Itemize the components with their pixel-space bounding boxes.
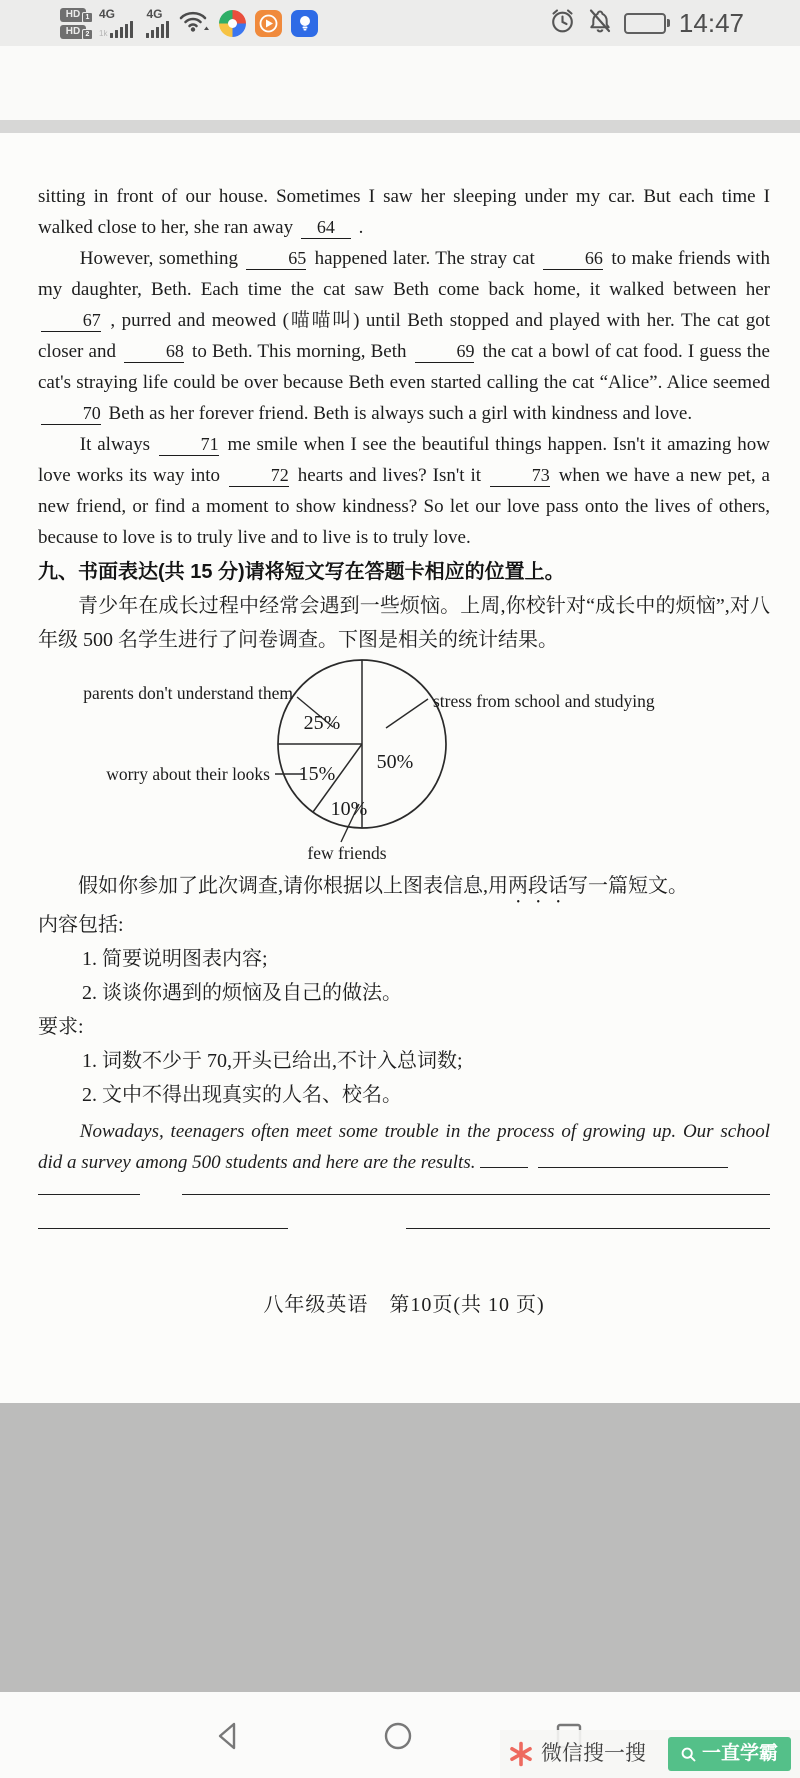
cloze-blank-64: 64: [301, 217, 351, 239]
network-type-sim2: 4G: [146, 7, 163, 21]
writing-line: [182, 1192, 770, 1195]
pie-label-parents: parents don't understand them: [83, 683, 293, 703]
page-footer: 八年级英语 第10页(共 10 页): [263, 1294, 545, 1316]
cloze-blank-71: 71: [159, 434, 219, 456]
hd-label: HD: [65, 25, 81, 37]
bell-muted-icon: [587, 7, 613, 39]
status-bar: [0, 0, 800, 46]
cloze-blank-67: 67: [41, 310, 101, 332]
essay-opening-text: Nowadays, teenagers often meet some trouble in the process of growing up. Our school did a survey among 500 students and here are the results.: [38, 1121, 770, 1173]
cloze-passage: [38, 181, 770, 553]
document-page[interactable]: [0, 133, 800, 1403]
content-item-1: 1. 简要说明图表内容;: [82, 948, 268, 970]
writing-line: [406, 1226, 770, 1229]
wifi-icon: [178, 8, 210, 39]
writing-line: [480, 1153, 528, 1168]
pie-value-15: 15%: [298, 763, 336, 785]
leader-stress: [386, 699, 428, 728]
alarm-clock-icon: [549, 7, 576, 39]
pie-value-10: 10%: [330, 798, 368, 820]
cloze-blank-66: 66: [543, 248, 603, 270]
pie-label-worry: worry about their looks: [106, 764, 270, 784]
section9-heading: 九、书面表达(共 15 分)请将短文写在答题卡相应的位置上。: [38, 561, 565, 583]
signal-sim2-icon: [146, 8, 169, 38]
cloze-blank-73: 73: [490, 465, 550, 487]
cloze-paragraph: It always 71 me smile when I see the beautiful things happen. Isn't it amazing how love works its way into 72 hearts and lives? Isn't it 73 when we have a new pet, a new friend, or find a moment to show kindness? So let our love pass onto the lives of others, because to love is to truly live and to live is to truly love.: [38, 434, 770, 548]
app-lightbulb-notification-icon: [291, 10, 318, 37]
pie-label-few-friends: few friends: [307, 843, 387, 863]
prompt-before: 假如你参加了此次调查,请你根据以上图表信息,用: [78, 875, 508, 897]
writing-lines-row: [38, 1226, 770, 1229]
content-item-2: 2. 谈谈你遇到的烦恼及自己的做法。: [82, 982, 402, 1004]
intro-paragraph: 青少年在成长过程中经常会遇到一些烦恼。上周,你校针对“成长中的烦恼”,对八年级 500 名学生进行了问卷调查。下图是相关的统计结果。: [38, 595, 770, 651]
essay-opening: [38, 1116, 770, 1178]
network-speed: 1k: [99, 29, 108, 38]
hd-indicators: [60, 8, 90, 39]
wechat-search-label: 微信搜一搜: [541, 1742, 646, 1765]
prompt-after: 写一篇短文。: [568, 875, 688, 897]
search-brand-button[interactable]: [668, 1737, 791, 1771]
back-button[interactable]: [212, 1719, 246, 1753]
prompt-emphasized: 两段话: [508, 875, 568, 897]
sim2-badge: 2: [82, 29, 93, 40]
network-type-sim1: 4G: [99, 7, 116, 21]
pie-label-stress: stress from school and studying: [433, 691, 655, 711]
sim1-badge: 1: [82, 12, 93, 23]
pie-value-25: 25%: [303, 712, 341, 734]
wechat-search-watermark: [500, 1730, 800, 1778]
app-video-play-notification-icon: [255, 10, 282, 37]
status-right-cluster: [549, 7, 744, 39]
requirements-label: 要求:: [38, 1016, 84, 1038]
pie-value-50: 50%: [376, 751, 414, 773]
requirement-item-2: 2. 文中不得出现真实的人名、校名。: [82, 1084, 402, 1106]
page-separator-band: [0, 120, 800, 133]
background-gray-block: [0, 1403, 800, 1692]
writing-lines-row: [38, 1192, 770, 1195]
task-prompt: [38, 869, 770, 908]
search-icon: [681, 1747, 696, 1762]
signal-sim1-icon: [99, 8, 133, 38]
cloze-blank-65: 65: [246, 248, 306, 270]
writing-line: [538, 1153, 728, 1168]
home-button[interactable]: [381, 1719, 415, 1753]
cloze-blank-69: 69: [415, 341, 475, 363]
hd-sim1-icon: [60, 8, 90, 22]
pie-chart: [0, 657, 800, 869]
requirement-item-1: 1. 词数不少于 70,开头已给出,不计入总词数;: [82, 1050, 463, 1072]
status-left-cluster: [60, 8, 318, 39]
writing-line: [38, 1226, 288, 1229]
spark-logo-icon: [508, 1741, 534, 1767]
cloze-blank-68: 68: [124, 341, 184, 363]
cloze-paragraph: However, something 65 happened later. The stray cat 66 to make friends with my daughter, Beth. Each time the cat saw Beth come back home, it walked between her 67 , purred and meowed (喵喵叫) until Beth stopped and played with her. The cat got closer and 68 to Beth. This morning, Beth 69 the cat a bowl of cat food. I guess the cat's straying life could be over because Beth even started calling the cat “Alice”. Alice seemed 70 Beth as her forever friend. Beth is always such a girl with kindness and love.: [38, 248, 770, 424]
cloze-paragraph: sitting in front of our house. Sometimes I saw her sleeping under my car. But each time I walked close to her, she ran away 64 .: [38, 186, 770, 238]
search-brand-button-label: 一直学霸: [701, 1743, 778, 1764]
writing-line: [38, 1192, 140, 1195]
clock-time: 14:47: [678, 8, 744, 38]
content-label: 内容包括:: [38, 914, 124, 936]
hd-sim2-icon: [60, 25, 90, 39]
battery-icon: [624, 13, 666, 34]
hd-label: HD: [65, 8, 81, 20]
cloze-blank-70: 70: [41, 403, 101, 425]
app-pinwheel-notification-icon: [219, 10, 246, 37]
cloze-blank-72: 72: [229, 465, 289, 487]
top-blank-strip: [0, 46, 800, 120]
